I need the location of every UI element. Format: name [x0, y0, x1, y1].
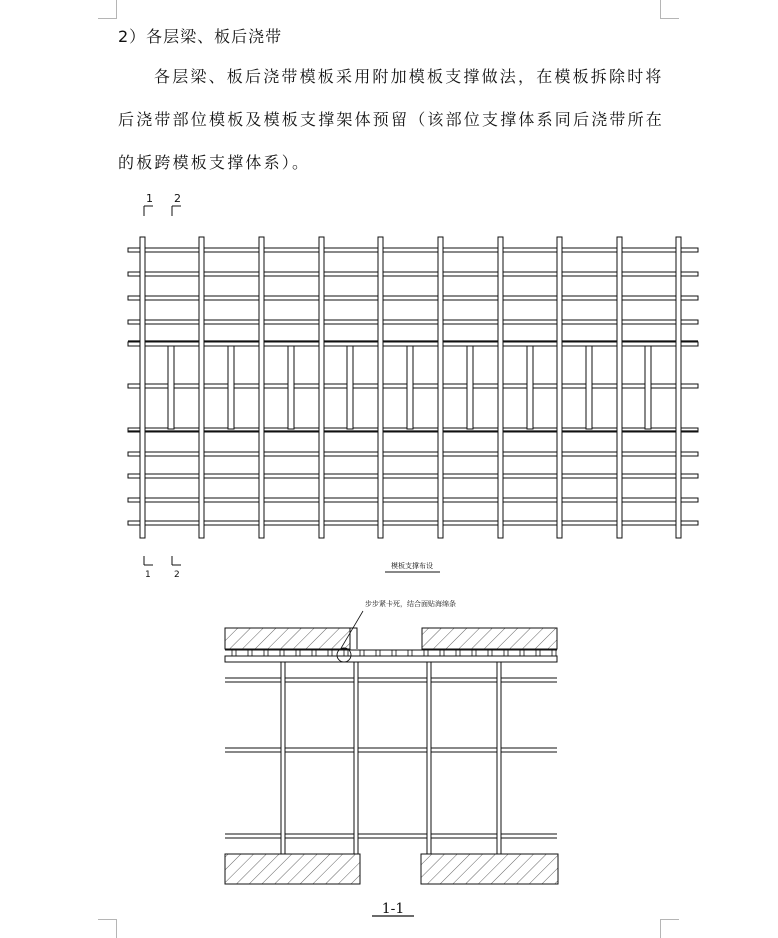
section-mark-bottom-1 [144, 556, 153, 580]
plan-horizontal-bar [128, 474, 698, 478]
plan-vertical-post [498, 237, 503, 538]
section-upright [354, 662, 358, 854]
section-mark-label: 1 [146, 192, 153, 205]
formwork-board [225, 656, 557, 662]
section-mark-top-1 [144, 192, 153, 216]
plan-short-member [288, 346, 294, 429]
timber-battens [232, 650, 556, 656]
section-annotation: 步步紧卡死，结合面贴海绵条 [365, 600, 456, 608]
plan-horizontal-bar [128, 272, 698, 276]
batten-block [456, 650, 460, 656]
batten-block [408, 650, 412, 656]
plan-short-member [407, 346, 413, 429]
plan-vertical-post [378, 237, 383, 538]
batten-block [232, 650, 236, 656]
paragraph-line-2: 后浇带部位模板及模板支撑架体预留（该部位支撑体系同后浇带所在 [118, 110, 665, 129]
batten-block [552, 650, 556, 656]
section-mark-label: 1 [145, 570, 151, 580]
batten-block [440, 650, 444, 656]
section-mark-label: 2 [174, 192, 181, 205]
plan-horizontal-bar [128, 296, 698, 300]
plan-vertical-post [438, 237, 443, 538]
batten-block [424, 650, 428, 656]
plan-short-member [168, 346, 174, 429]
section-view [225, 599, 558, 917]
section-mark-label: 2 [174, 570, 180, 580]
batten-block [280, 650, 284, 656]
plan-short-member [645, 346, 651, 429]
plan-vertical-post [676, 237, 681, 538]
batten-block [344, 650, 348, 656]
batten-block [520, 650, 524, 656]
slab-right [422, 628, 557, 649]
section-upright [497, 662, 501, 854]
batten-block [504, 650, 508, 656]
plan-vertical-post [140, 237, 145, 538]
section-mark-bottom-2 [172, 556, 181, 580]
plan-horizontal-bar [128, 498, 698, 502]
plan-vertical-post [617, 237, 622, 538]
paragraph-line-1: 各层梁、板后浇带模板采用附加模板支撑做法，在模板拆除时将 [154, 67, 664, 86]
plan-short-member [467, 346, 473, 429]
section-heading: 2）各层梁、板后浇带 [118, 27, 283, 46]
slab-left [225, 628, 350, 649]
plan-horizontal-bar [128, 320, 698, 324]
batten-block [248, 650, 252, 656]
plan-horizontal-bar [128, 342, 698, 346]
batten-block [360, 650, 364, 656]
section-uprights [281, 662, 501, 854]
section-caption: 1-1 [381, 901, 405, 917]
plan-vertical-post [557, 237, 562, 538]
plan-horizontal-bar [128, 521, 698, 525]
section-mark-top-2 [172, 192, 181, 216]
plan-caption: 模板支撑布设 [391, 562, 433, 570]
batten-block [536, 650, 540, 656]
plan-vertical-post [259, 237, 264, 538]
batten-block [392, 650, 396, 656]
base-slab-right [421, 854, 558, 884]
plan-view [128, 192, 698, 580]
batten-block [376, 650, 380, 656]
section-ledgers [225, 678, 557, 838]
plan-horizontal-bar [128, 248, 698, 252]
batten-block [328, 650, 332, 656]
batten-block [296, 650, 300, 656]
plan-horizontal-bar [128, 452, 698, 456]
plan-vertical-post [199, 237, 204, 538]
plan-short-member [527, 346, 533, 429]
plan-short-member [228, 346, 234, 429]
base-slab-left [225, 854, 360, 884]
batten-block [312, 650, 316, 656]
batten-block [488, 650, 492, 656]
plan-short-member [347, 346, 353, 429]
batten-block [472, 650, 476, 656]
section-upright [281, 662, 285, 854]
section-upright [427, 662, 431, 854]
plan-short-member [586, 346, 592, 429]
batten-block [264, 650, 268, 656]
plan-vertical-post [319, 237, 324, 538]
paragraph-line-3: 的板跨模板支撑体系）。 [118, 153, 311, 172]
